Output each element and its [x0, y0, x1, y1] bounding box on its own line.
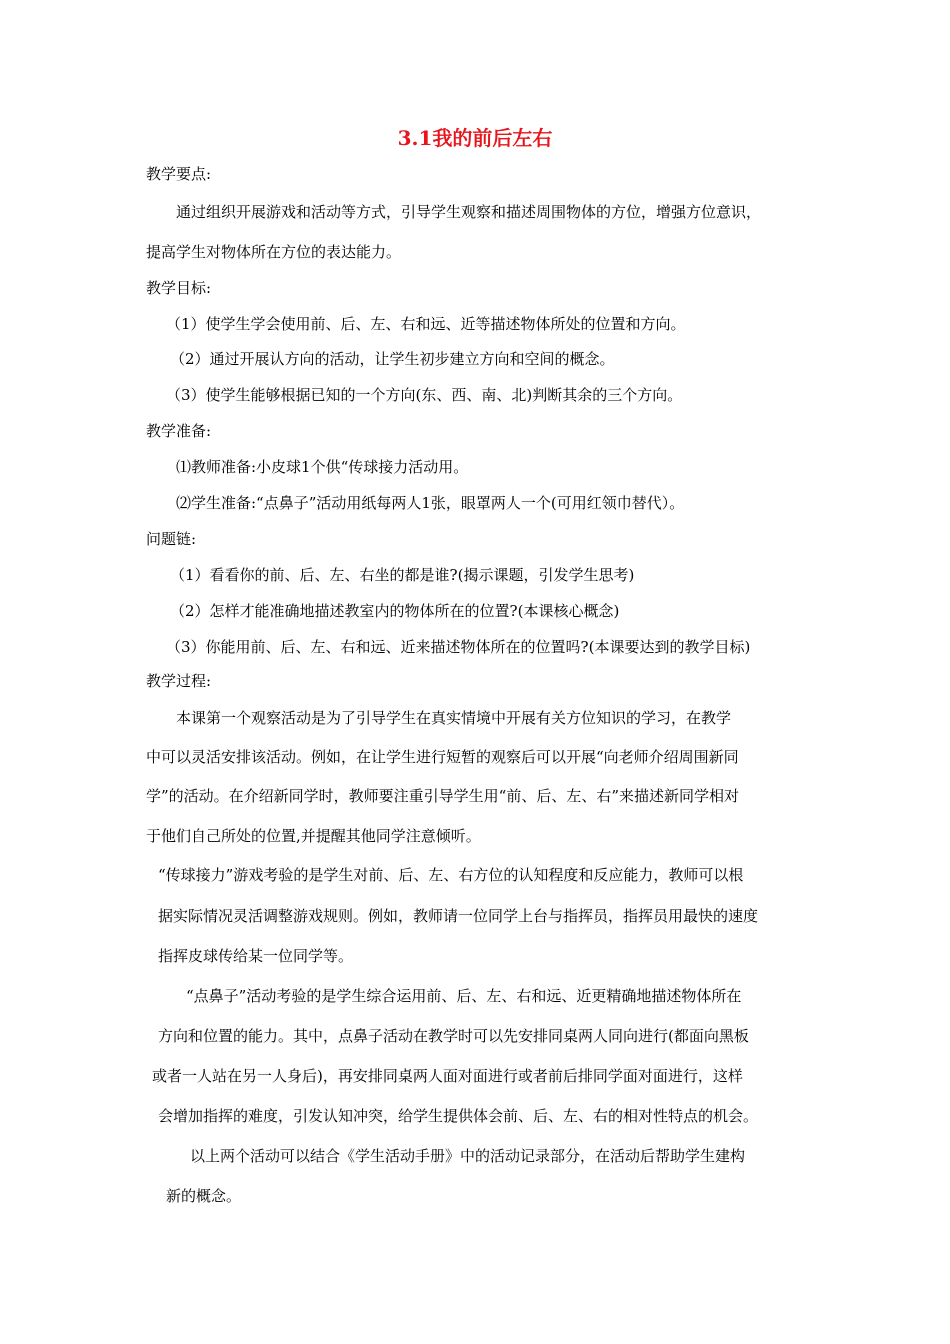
preparation-item: ⑵学生准备:“点鼻子”活动用纸每两人1张，眼罩两人一个(可用红领巾替代）。	[176, 494, 685, 512]
objective-item: （2）通过开展认方向的活动，让学生初步建立方向和空间的概念。	[170, 350, 615, 368]
process-heading: 教学过程:	[146, 672, 212, 690]
process-paragraph-line: 新的概念。	[166, 1187, 242, 1205]
objective-item: （1）使学生学会使用前、后、左、右和远、近等描述物体所处的位置和方向。	[166, 315, 686, 333]
process-paragraph-line: 中可以灵活安排该活动。例如，在让学生进行短暂的观察后可以开展“向老师介绍周围新同	[146, 748, 739, 766]
document-title: 3.1我的前后左右	[397, 126, 553, 150]
process-paragraph-line: 方向和位置的能力。其中，点鼻子活动在教学时可以先安排同桌两人同向进行(都面向黑板	[158, 1027, 749, 1045]
process-paragraph-line: 于他们自己所处的位置,并提醒其他同学注意倾听。	[146, 827, 481, 845]
process-paragraph-line: “传球接力”游戏考验的是学生对前、后、左、右方位的认知程度和反应能力，教师可以根	[158, 866, 744, 884]
process-paragraph-line: 学”的活动。在介绍新同学时，教师要注重引导学生用“前、后、左、右”来描述新同学相对	[146, 787, 740, 805]
question-item: （3）你能用前、后、左、右和远、近来描述物体所在的位置吗?(本课要达到的教学目标)	[166, 638, 751, 656]
preparation-heading: 教学准备:	[146, 422, 212, 440]
key-points-line: 通过组织开展游戏和活动等方式，引导学生观察和描述周围物体的方位，增强方位意识，	[176, 203, 762, 221]
question-item: （1）看看你的前、后、左、右坐的都是谁?(揭示课题，引发学生思考)	[170, 566, 635, 584]
process-paragraph-line: 会增加指挥的难度，引发认知冲突，给学生提供体会前、后、左、右的相对性特点的机会。	[158, 1107, 759, 1125]
key-points-line: 提高学生对物体所在方位的表达能力。	[146, 243, 402, 261]
process-paragraph-line: 据实际情况灵活调整游戏规则。例如，教师请一位同学上台与指挥员，指挥员用最快的速度	[158, 907, 759, 925]
question-item: （2）怎样才能准确地描述教室内的物体所在的位置?(本课核心概念)	[170, 602, 620, 620]
process-paragraph-line: 以上两个活动可以结合《学生活动手册》中的活动记录部分，在活动后帮助学生建构	[190, 1147, 746, 1165]
questions-heading: 问题链:	[146, 530, 197, 548]
process-paragraph-line: 指挥皮球传给某一位同学等。	[158, 947, 354, 965]
process-paragraph-line: “点鼻子”活动考验的是学生综合运用前、后、左、右和远、近更精确地描述物体所在	[186, 987, 742, 1005]
process-paragraph-line: 本课第一个观察活动是为了引导学生在真实情境中开展有关方位知识的学习，在教学	[176, 709, 732, 727]
key-points-heading: 教学要点:	[146, 165, 212, 183]
objective-item: （3）使学生能够根据已知的一个方向(东、西、南、北)判断其余的三个方向。	[166, 386, 683, 404]
process-paragraph-line: 或者一人站在另一人身后)，再安排同桌两人面对面进行或者前后排同学面对面进行，这样	[152, 1067, 743, 1085]
preparation-item: ⑴教师准备:小皮球1个供“传球接力活动用。	[176, 458, 469, 476]
objectives-heading: 教学目标:	[146, 279, 212, 297]
